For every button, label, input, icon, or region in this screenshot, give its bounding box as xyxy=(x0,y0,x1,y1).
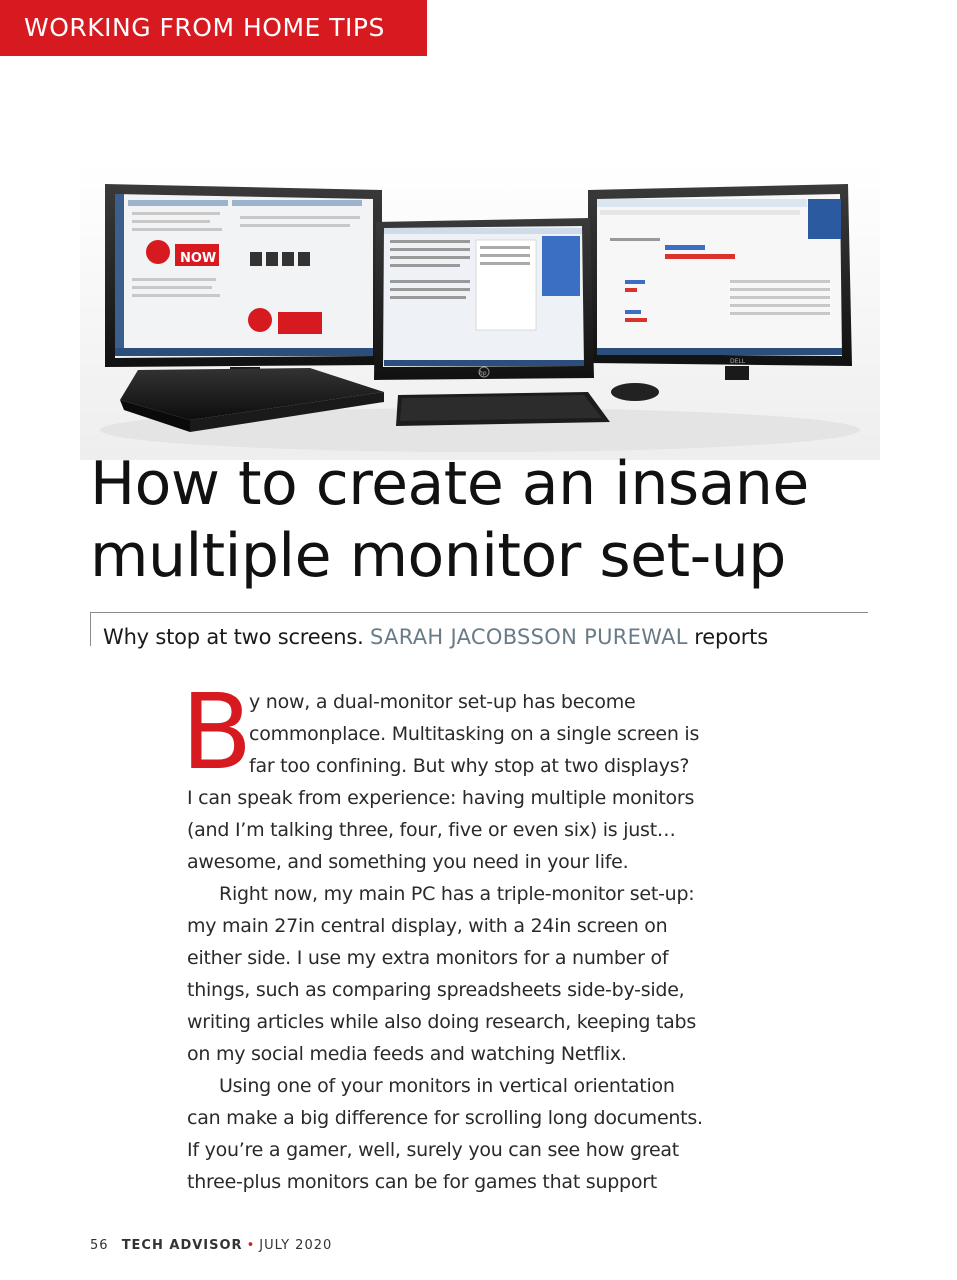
headline-line: multiple monitor set-up xyxy=(90,521,786,591)
body-line: If you’re a gamer, well, surely you can see how great xyxy=(187,1139,680,1161)
body-line: awesome, and something you need in your life. xyxy=(187,851,629,873)
body-line: commonplace. Multitasking on a single screen is xyxy=(249,723,700,745)
headline xyxy=(90,448,910,592)
headline-line: How to create an insane xyxy=(90,449,809,519)
right-monitor xyxy=(588,184,852,380)
right-monitor-brand: DELL xyxy=(730,358,746,365)
standfirst-text: Why stop at two screens. xyxy=(103,625,364,649)
drop-cap: B xyxy=(181,671,253,793)
page-number: 56 xyxy=(90,1238,109,1253)
section-banner xyxy=(0,0,427,56)
body-line: either side. I use my extra monitors for a number of xyxy=(187,947,669,969)
publication-name: TECH ADVISOR xyxy=(121,1238,243,1253)
left-monitor xyxy=(105,184,382,377)
body-line: on my social media feeds and watching Netflix. xyxy=(187,1043,627,1065)
first-paragraph-opening xyxy=(181,671,787,793)
issue-date: JULY 2020 xyxy=(259,1238,333,1253)
body-line: can make a big difference for scrolling long documents. xyxy=(187,1107,703,1129)
body-line: my main 27in central display, with a 24in screen on xyxy=(187,915,668,937)
article-body xyxy=(181,671,787,1198)
body-line: three-plus monitors can be for games that support xyxy=(187,1171,658,1193)
body-line: (and I’m talking three, four, five or even six) is just… xyxy=(187,819,676,841)
author-name: SARAH JACOBSSON PUREWAL xyxy=(370,625,688,649)
standfirst-rule xyxy=(90,612,868,613)
body-lines xyxy=(187,782,787,1198)
body-line: far too confining. But why stop at two displays? xyxy=(249,755,690,777)
section-label: WORKING FROM HOME TIPS xyxy=(24,13,385,42)
left-screen-logo-text: NOW xyxy=(180,251,217,266)
hero-image-monitors xyxy=(80,160,880,460)
standfirst-rule-vertical xyxy=(90,612,91,646)
standfirst-verb: reports xyxy=(694,625,768,649)
body-line: things, such as comparing spreadsheets side-by-side, xyxy=(187,979,685,1001)
body-line: Using one of your monitors in vertical orientation xyxy=(219,1075,675,1097)
body-line: y now, a dual-monitor set-up has become xyxy=(249,691,636,713)
page-footer xyxy=(90,1238,332,1253)
center-pc-brand: hp xyxy=(479,370,487,377)
body-line: Right now, my main PC has a triple-monitor set-up: xyxy=(219,883,695,905)
standfirst xyxy=(103,620,873,654)
mouse xyxy=(611,383,659,401)
center-all-in-one-pc xyxy=(374,218,594,380)
body-line: I can speak from experience: having multiple monitors xyxy=(187,787,695,809)
body-line: writing articles while also doing research, keeping tabs xyxy=(187,1011,697,1033)
keyboard xyxy=(396,392,610,426)
footer-separator-dot: • xyxy=(246,1238,256,1253)
